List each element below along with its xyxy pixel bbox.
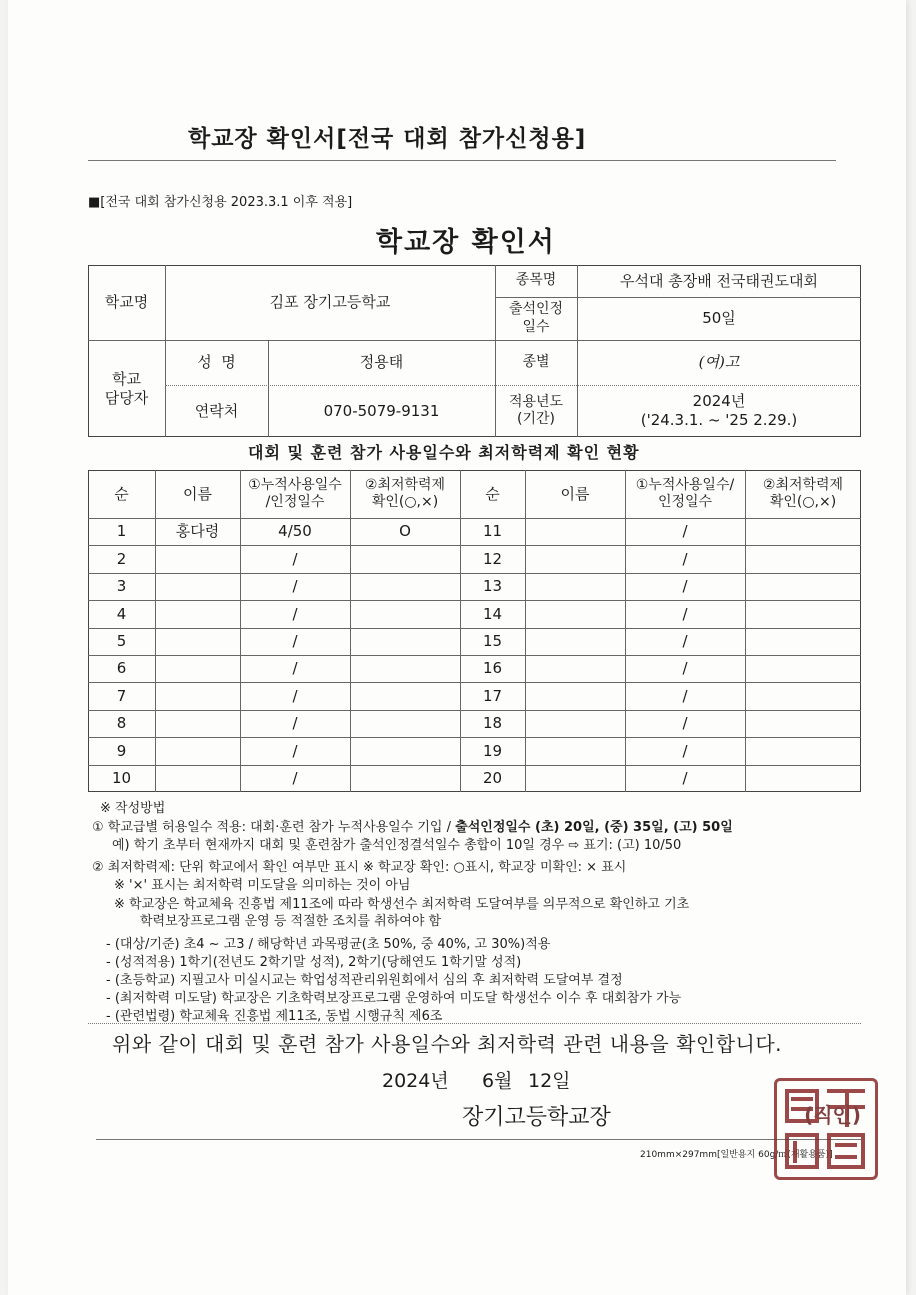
row-no-2: 15: [482, 631, 503, 650]
row-no-2: 19: [482, 741, 503, 760]
form-title: 학교장 확인서: [376, 227, 556, 258]
footer-divider: [96, 1139, 861, 1140]
date-year: 2024년: [382, 1070, 449, 1092]
row-days: /: [292, 577, 298, 596]
instruction-line-8: - (성적적용) 1학기(전년도 2학기말 성적), 2학기(당해연도 1학기말 성적): [106, 955, 522, 970]
row-days-2: /: [682, 741, 688, 760]
row-no: 8: [116, 714, 127, 733]
row-check: [350, 765, 460, 792]
row-no: 2: [116, 549, 127, 568]
attendance-days-label: 출석인정 일수: [508, 301, 564, 335]
row-no: 9: [116, 741, 127, 760]
row-check: [350, 737, 460, 764]
row-name: [155, 682, 240, 709]
date-month: 6월: [482, 1070, 513, 1092]
event-value: 우석대 총장배 전국태권도대회: [620, 271, 818, 290]
section-title: 대회 및 훈련 참가 사용일수와 최저학력제 확인 현황: [248, 443, 640, 462]
row-no-2: 14: [482, 604, 503, 623]
application-note: ■[전국 대회 참가신청용 2023.3.1 이후 적용]: [88, 195, 353, 210]
row-days: /: [292, 604, 298, 623]
row-name: [155, 655, 240, 682]
row-no-2: 20: [482, 768, 503, 787]
row-check: [350, 573, 460, 600]
row-name: [155, 600, 240, 627]
col-header-no: 순: [114, 484, 129, 503]
manager-name-label: 성 명: [197, 353, 236, 372]
row-check: O: [399, 522, 411, 541]
row-no-2: 18: [482, 714, 503, 733]
col-header-check: ②최저학력제 확인(○,×): [364, 476, 446, 510]
row-days-2: /: [682, 659, 688, 678]
instruction-line-4: ※ '×' 표시는 최저학력 미도달을 의미하는 것이 아님: [114, 878, 411, 893]
instruction-line-7: - (대상/기준) 초4 ~ 고3 / 해당학년 과목평균(초 50%, 중 40%, 고 30%)적용: [106, 937, 551, 952]
row-no: 7: [116, 686, 127, 705]
seal-glyphs: [777, 1081, 875, 1177]
apply-year-label: 적용년도 (기간): [508, 393, 564, 427]
row-name: [155, 573, 240, 600]
official-seal: [774, 1078, 878, 1180]
row-check: [350, 600, 460, 627]
seal-label: (직인): [804, 1103, 861, 1127]
row-days: /: [292, 741, 298, 760]
row-name: 홍다령: [175, 522, 220, 541]
row-no-2: 16: [482, 659, 503, 678]
row-no-2: 13: [482, 577, 503, 596]
row-no-2: 12: [482, 549, 503, 568]
row-days-2: /: [682, 549, 688, 568]
paper-spec-note: 210mm×297mm[일반용지 60g/㎡(재활용품)]: [640, 1150, 833, 1160]
row-days-2: /: [682, 686, 688, 705]
row-days-2: /: [682, 768, 688, 787]
col-header-name-2: 이름: [560, 484, 590, 503]
manager-name-value: 정용태: [359, 353, 404, 372]
row-days: /: [292, 659, 298, 678]
school-name-label: 학교명: [104, 293, 149, 312]
gender-label: 종별: [522, 353, 550, 370]
instruction-line-11: - (관련법령) 학교체육 진흥법 제11조, 동법 시행규칙 제6조: [106, 1009, 443, 1024]
row-name: [155, 765, 240, 792]
contact-label: 연락처: [194, 401, 239, 420]
row-days-2: /: [682, 604, 688, 623]
col-header-check-2: ②최저학력제 확인(○,×): [762, 476, 844, 510]
row-name: [155, 710, 240, 737]
row-no: 5: [116, 631, 127, 650]
instructions-heading: ※ 작성방법: [100, 801, 166, 816]
row-name: [155, 737, 240, 764]
row-no: 4: [116, 604, 127, 623]
title-divider: [88, 160, 836, 161]
gender-value: (여)고: [698, 353, 740, 372]
instruction-line-2: 예) 학기 초부터 현재까지 대회 및 훈련참가 출석인정결석일수 총합이 10일 경우 ⇨ 표기: (고) 10/50: [112, 838, 682, 853]
school-manager-label: 학교 담당자: [104, 369, 149, 407]
row-days: /: [292, 768, 298, 787]
row-check: [350, 655, 460, 682]
row-days: /: [292, 631, 298, 650]
row-days-2: /: [682, 631, 688, 650]
document-title: 학교장 확인서[전국 대회 참가신청용]: [188, 126, 587, 152]
instruction-line-1: ① 학교급별 허용일수 적용: 대회·훈련 참가 누적사용일수 기입 / 출석인정일수 (초) 20일, (중) 35일, (고) 50일: [92, 820, 733, 835]
col-header-days-2: ①누적사용일수/ 인정일수: [635, 476, 735, 510]
confirmation-statement: 위와 같이 대회 및 훈련 참가 사용일수와 최저학력 관련 내용을 확인합니다.: [112, 1032, 783, 1056]
row-check: [350, 682, 460, 709]
col-header-days: ①누적사용일수 /인정일수: [248, 476, 342, 510]
row-no: 6: [116, 659, 127, 678]
row-no: 1: [116, 522, 127, 541]
instruction-line-6: 학력보장프로그램 운영 등 적절한 조치를 취하여야 함: [140, 914, 442, 929]
instruction-line-9: - (초등학교) 지필고사 미실시교는 학업성적관리위원회에서 심의 후 최저학력 도달여부 결정: [106, 973, 623, 988]
principal-signature-name: 장기고등학교장: [462, 1105, 611, 1130]
row-check: [350, 545, 460, 572]
row-name: [155, 628, 240, 655]
row-no-2: 11: [482, 522, 503, 541]
row-no: 10: [111, 768, 132, 787]
instruction-line-3: ② 최저학력제: 단위 학교에서 확인 여부만 표시 ※ 학교장 확인: ○표시, 학교장 미확인: × 표시: [92, 860, 627, 875]
row-days: /: [292, 714, 298, 733]
row-no: 3: [116, 577, 127, 596]
event-label: 종목명: [515, 272, 557, 289]
row-name: [155, 545, 240, 572]
col-header-no-2: 순: [485, 484, 500, 503]
row-days-2: /: [682, 522, 688, 541]
row-days: 4/50: [278, 522, 312, 541]
contact-value: 070-5079-9131: [323, 401, 440, 420]
row-days: /: [292, 686, 298, 705]
row-no-2: 17: [482, 686, 503, 705]
row-check: [350, 628, 460, 655]
row-days-2: /: [682, 714, 688, 733]
row-days-2: /: [682, 577, 688, 596]
attendance-days-value: 50일: [702, 309, 736, 328]
date-day: 12일: [528, 1070, 571, 1092]
apply-year-value: 2024년 ('24.3.1. ~ '25 2.29.): [640, 392, 798, 429]
instruction-line-5: ※ 학교장은 학교체육 진흥법 제11조에 따라 학생선수 최저학력 도달여부를 의무적으로 확인하고 기초: [114, 897, 690, 912]
row-days: /: [292, 549, 298, 568]
school-name-value: 김포 장기고등학교: [269, 293, 391, 312]
col-header-name: 이름: [183, 484, 212, 503]
instruction-line-10: - (최저학력 미도달) 학교장은 기초학력보장프로그램 운영하여 미도달 학생선수 이수 후 대회참가 가능: [106, 991, 682, 1006]
row-check: [350, 710, 460, 737]
